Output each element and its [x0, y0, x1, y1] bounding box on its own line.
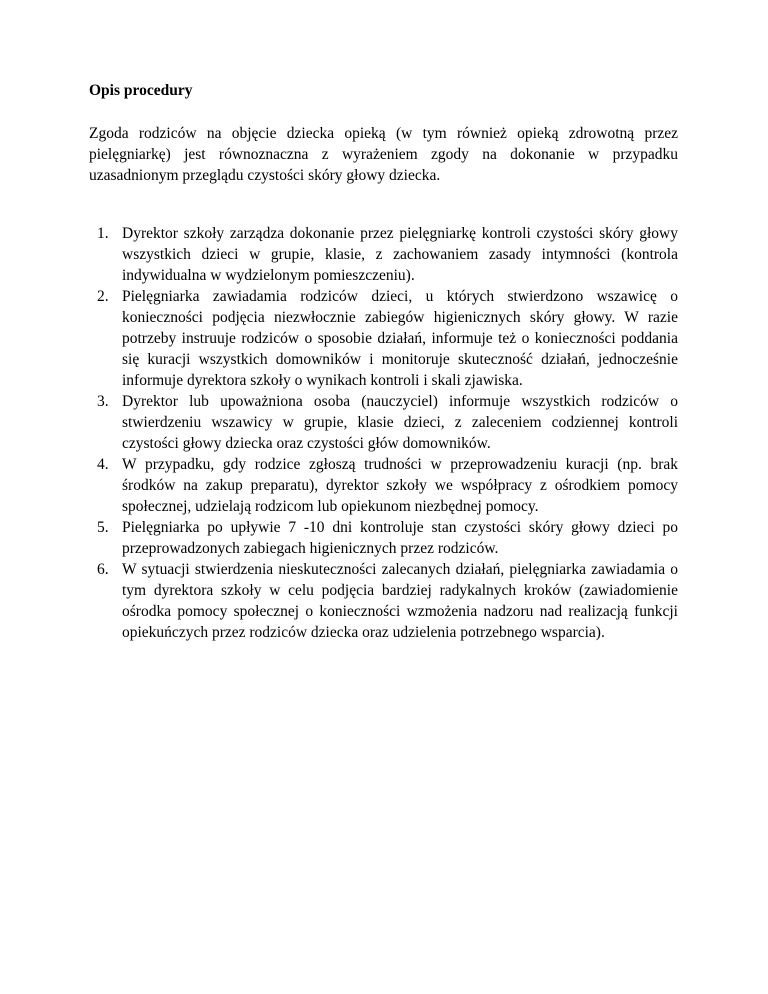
list-item: [89, 517, 678, 559]
list-item-text: Dyrektor lub upoważniona osoba (nauczyciel) informuje wszystkich rodziców o stwierdzeniu wszawicy w grupie, klasie dzieci, z zaleceniem codziennej kontroli czystości głowy dziecka oraz czystości głów domowników.: [122, 393, 678, 452]
list-item-number: 2.: [97, 288, 109, 305]
page-title: Opis procedury: [89, 82, 193, 99]
document-page: [89, 80, 678, 643]
list-item-number: 3.: [97, 393, 109, 410]
list-item-number: 5.: [97, 519, 109, 536]
list-item-number: 6.: [97, 561, 109, 578]
procedure-steps-list: [89, 223, 678, 643]
list-item: [89, 454, 678, 517]
list-item-text: Dyrektor szkoły zarządza dokonanie przez pielęgniarkę kontroli czystości skóry głowy wszystkich dzieci w grupie, klasie, z zachowaniem zasady intymności (kontrola indywidualna w wydzielonym pomieszczeniu).: [122, 225, 678, 284]
list-item: [89, 559, 678, 643]
list-item-number: 4.: [97, 456, 109, 473]
list-item-text: Pielęgniarka po upływie 7 -10 dni kontroluje stan czystości skóry głowy dzieci po przeprowadzonych zabiegach higienicznych przez rodziców.: [122, 519, 678, 557]
list-item-number: 1.: [97, 225, 109, 242]
list-item-text: Pielęgniarka zawiadamia rodziców dzieci, u których stwierdzono wszawicę o konieczności podjęcia niezwłocznie zabiegów higienicznych skóry głowy. W razie potrzeby instruuje rodziców o sposobie działań, informuje też o konieczności poddania się kuracji wszystkich domowników i monitoruje skuteczność działań, jednocześnie informuje dyrektora szkoły o wynikach kontroli i skali zjawiska.: [122, 288, 678, 389]
list-item-text: W przypadku, gdy rodzice zgłoszą trudności w przeprowadzeniu kuracji (np. brak środków na zakup preparatu), dyrektor szkoły we współpracy z ośrodkiem pomocy społecznej, udzielają rodzicom lub opiekunom niezbędnej pomocy.: [122, 456, 678, 515]
intro-paragraph: Zgoda rodziców na objęcie dziecka opieką (w tym również opieką zdrowotną przez pielęgniarkę) jest równoznaczna z wyrażeniem zgody na dokonanie w przypadku uzasadnionym przeglądu czystości skóry głowy dziecka.: [89, 125, 678, 184]
list-item: [89, 223, 678, 286]
list-item: [89, 391, 678, 454]
list-item-text: W sytuacji stwierdzenia nieskuteczności zalecanych działań, pielęgniarka zawiadamia o tym dyrektora szkoły w celu podjęcia bardziej radykalnych kroków (zawiadomienie ośrodka pomocy społecznej o konieczności wzmożenia nadzoru nad realizacją funkcji opiekuńczych przez rodziców dziecka oraz udzielenia potrzebnego wsparcia).: [122, 561, 678, 641]
list-item: [89, 286, 678, 391]
